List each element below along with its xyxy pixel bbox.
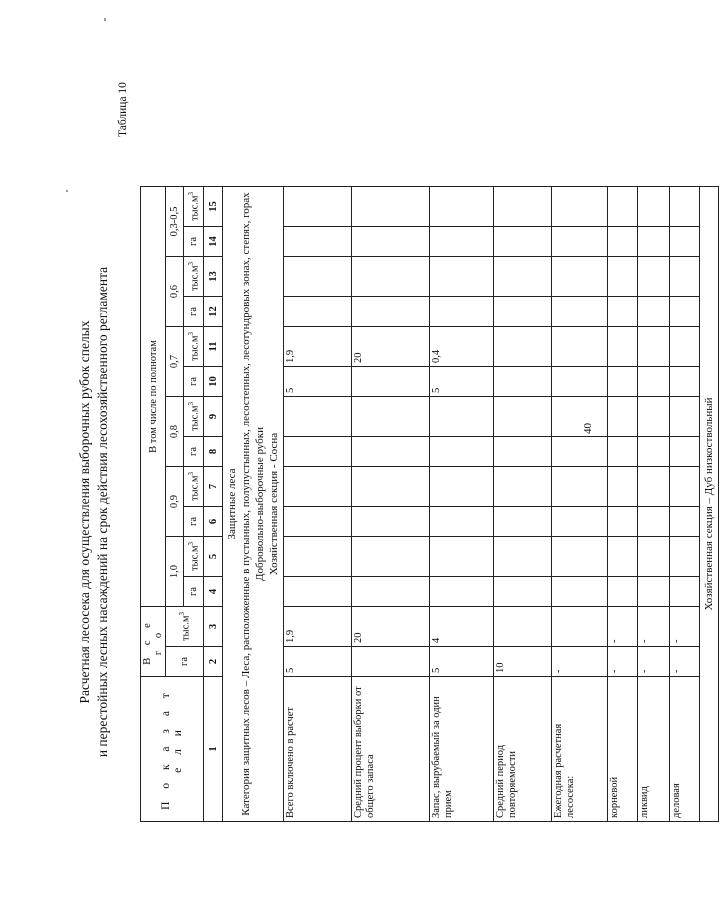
column-number: 9 (204, 397, 223, 437)
column-number: 15 (204, 187, 223, 227)
header-total: В с е г о (141, 607, 166, 677)
table-title-line-2: и перестойных лесных насаждений на срок действия лесохозяйственного регламента (95, 266, 110, 758)
table-cell (670, 437, 700, 467)
section-economic-pine: Хозяйственная секция - Сосна (268, 432, 280, 576)
header-unit-ha: га (184, 437, 204, 467)
table-cell (352, 367, 430, 397)
table-cell: 1,9 (284, 327, 352, 367)
table-cell (494, 367, 552, 397)
table-cell (670, 577, 700, 607)
table-cell (608, 437, 638, 467)
header-by-density: В том числе по полнотам (141, 187, 166, 607)
row-label: Средний процент выборки от общего запаса (352, 677, 430, 822)
table-cell (608, 507, 638, 537)
table-cell (608, 187, 638, 227)
table-cell: - (552, 647, 608, 677)
table-cell (352, 647, 430, 677)
table-cell (494, 257, 552, 297)
table-cell (552, 507, 608, 537)
table-cell (352, 577, 430, 607)
table-cell (430, 467, 494, 507)
table-row (430, 187, 494, 822)
data-rows (284, 187, 700, 822)
table-cell (638, 327, 670, 367)
header-density-4: 0,7 (166, 327, 184, 397)
table-cell (638, 437, 670, 467)
table-cell (494, 507, 552, 537)
table-cell (670, 297, 700, 327)
header-unit-vol: $тыс.м^3$ (184, 327, 204, 367)
table-cell (638, 227, 670, 257)
table-cell (352, 397, 430, 437)
table-cell: 5 (430, 647, 494, 677)
table-cell: - (638, 647, 670, 677)
lesoseka-table (140, 186, 719, 822)
column-number: 2 (204, 647, 223, 677)
table-cell (284, 227, 352, 257)
section-headings (223, 187, 284, 822)
section-protective-forests: Защитные леса (226, 468, 238, 540)
column-number: 13 (204, 257, 223, 297)
table-cell (670, 327, 700, 367)
table-cell: - (638, 607, 670, 647)
table-cell (352, 507, 430, 537)
row-label: ликвид (638, 677, 670, 822)
table-cell (608, 537, 638, 577)
table-cell (352, 537, 430, 577)
table-cell: - (670, 647, 700, 677)
table-cell (552, 397, 608, 437)
table-cell (552, 577, 608, 607)
table-cell (494, 327, 552, 367)
rotated-landscape-content (60, 22, 715, 882)
table-cell (352, 467, 430, 507)
table-cell (608, 367, 638, 397)
table-cell: 20 (352, 607, 430, 647)
header-unit-vol: $тыс.м^3$ (184, 537, 204, 577)
table-row (494, 187, 552, 822)
table-cell: 20 (352, 327, 430, 367)
table-cell (608, 257, 638, 297)
row-label: Всего включено в расчет (284, 677, 352, 822)
section-felling-type: Добровольно-выборочные рубки (254, 427, 266, 582)
header-density-5: 0,6 (166, 257, 184, 327)
row-label: деловая (670, 677, 700, 822)
header-unit-vol: $тыс.м^3$ (184, 187, 204, 227)
header-density-1: 1,0 (166, 537, 184, 607)
table-cell (494, 607, 552, 647)
table-cell (430, 257, 494, 297)
table-cell (638, 507, 670, 537)
table-cell (284, 187, 352, 227)
header-unit-ha: га (184, 227, 204, 257)
table-cell (430, 437, 494, 467)
table-cell (608, 327, 638, 367)
header-unit-ha: га (184, 507, 204, 537)
table-cell: 5 (284, 367, 352, 397)
page-number: 40 (582, 423, 594, 434)
table-cell (494, 537, 552, 577)
column-number: 10 (204, 367, 223, 397)
table-cell: - (608, 607, 638, 647)
table-cell (552, 467, 608, 507)
table-row (552, 187, 608, 822)
scan-speck (66, 190, 68, 192)
table-cell (608, 297, 638, 327)
column-number: 4 (204, 577, 223, 607)
table-cell (494, 577, 552, 607)
table-cell (670, 397, 700, 437)
table-cell (494, 227, 552, 257)
header-unit-ha: га (184, 577, 204, 607)
table-cell (552, 187, 608, 227)
table-cell (638, 467, 670, 507)
header-indicators: П о к а з а т е л и (141, 677, 204, 822)
header-density-3: 0,8 (166, 397, 184, 467)
table-cell (284, 577, 352, 607)
column-number: 5 (204, 537, 223, 577)
table-cell (552, 437, 608, 467)
row-label: Средний период повторяемости (494, 677, 552, 822)
header-unit-ha: га (184, 367, 204, 397)
table-cell (638, 537, 670, 577)
table-cell (670, 507, 700, 537)
table-cell (430, 227, 494, 257)
table-cell (638, 577, 670, 607)
table-cell (638, 257, 670, 297)
column-number: 8 (204, 437, 223, 467)
table-cell (494, 467, 552, 507)
table-cell (430, 537, 494, 577)
table-cell (352, 187, 430, 227)
table-cell (552, 297, 608, 327)
column-number: 7 (204, 467, 223, 507)
column-number: 12 (204, 297, 223, 327)
table-cell (670, 227, 700, 257)
header-unit-vol: $тыс.м^3$ (184, 467, 204, 507)
column-number: 3 (204, 607, 223, 647)
section-title-row (223, 187, 284, 822)
row-label: Ежегодная расчетная лесосека: (552, 677, 608, 822)
section-protective-category: Категория защитных лесов – Леса, расположенные в пустынных, полупустынных, лесостепных, лесотундровых зонах, степях, горах (240, 192, 252, 816)
header-density-6: 0,3-0,5 (166, 187, 184, 257)
header-unit-ha: га (184, 297, 204, 327)
table-cell (352, 297, 430, 327)
table-cell (352, 227, 430, 257)
table-cell (552, 227, 608, 257)
table-cell (284, 297, 352, 327)
table-cell (494, 187, 552, 227)
table-cell (284, 437, 352, 467)
table-cell (430, 507, 494, 537)
table-cell (284, 507, 352, 537)
table-cell: 10 (494, 647, 552, 677)
column-number: 14 (204, 227, 223, 257)
table-number: Таблица 10 (117, 82, 129, 137)
scan-speck (104, 18, 106, 21)
table-cell (284, 257, 352, 297)
header-unit-vol: $тыс.м^3$ (184, 257, 204, 297)
table-cell (608, 467, 638, 507)
table-cell (494, 297, 552, 327)
table-cell: 5 (284, 647, 352, 677)
table-cell (608, 227, 638, 257)
table-cell (552, 607, 608, 647)
header-total-ha: га (166, 647, 204, 677)
table-cell (430, 397, 494, 437)
table-cell (284, 537, 352, 577)
table-cell (608, 577, 638, 607)
footer-section-row (700, 187, 719, 822)
table-row (284, 187, 352, 822)
table-cell (670, 187, 700, 227)
table-cell: - (608, 647, 638, 677)
table-cell (430, 577, 494, 607)
table-cell (638, 367, 670, 397)
section-economic-oak: Хозяйственная секция – Дуб низкоствольный (700, 187, 719, 822)
table-cell: 4 (430, 607, 494, 647)
table-cell (670, 257, 700, 297)
row-label: Запас, вырубаемый за один прием (430, 677, 494, 822)
table-cell (638, 187, 670, 227)
column-number: 11 (204, 327, 223, 367)
table-cell: 5 (430, 367, 494, 397)
header-density-2: 0,9 (166, 467, 184, 537)
table-row (608, 187, 638, 822)
table-cell: 1,9 (284, 607, 352, 647)
row-label: корневой (608, 677, 638, 822)
table-cell (670, 367, 700, 397)
table-cell (552, 367, 608, 397)
table-title-line-1: Расчетная лесосека для осуществления выборочных рубок спелых (77, 320, 92, 704)
table-row (352, 187, 430, 822)
table-cell (352, 437, 430, 467)
table-row (638, 187, 670, 822)
table-cell (552, 327, 608, 367)
table-cell (670, 537, 700, 577)
table-cell (494, 397, 552, 437)
table-cell (430, 187, 494, 227)
table-cell (608, 397, 638, 437)
table-cell (638, 297, 670, 327)
table-cell (552, 257, 608, 297)
table-cell (638, 397, 670, 437)
table-cell (494, 437, 552, 467)
header-total-vol: $тыс.м^3$ (166, 607, 204, 647)
table-cell: - (670, 607, 700, 647)
table-row (670, 187, 700, 822)
column-number: 6 (204, 507, 223, 537)
table-cell (284, 397, 352, 437)
table-cell: 0,4 (430, 327, 494, 367)
table-cell (352, 257, 430, 297)
table-cell (284, 467, 352, 507)
column-numbers-row (204, 187, 223, 822)
column-number: 1 (204, 677, 223, 822)
table-cell (552, 537, 608, 577)
table-cell (430, 297, 494, 327)
header-unit-vol: $тыс.м^3$ (184, 397, 204, 437)
table-cell (670, 467, 700, 507)
